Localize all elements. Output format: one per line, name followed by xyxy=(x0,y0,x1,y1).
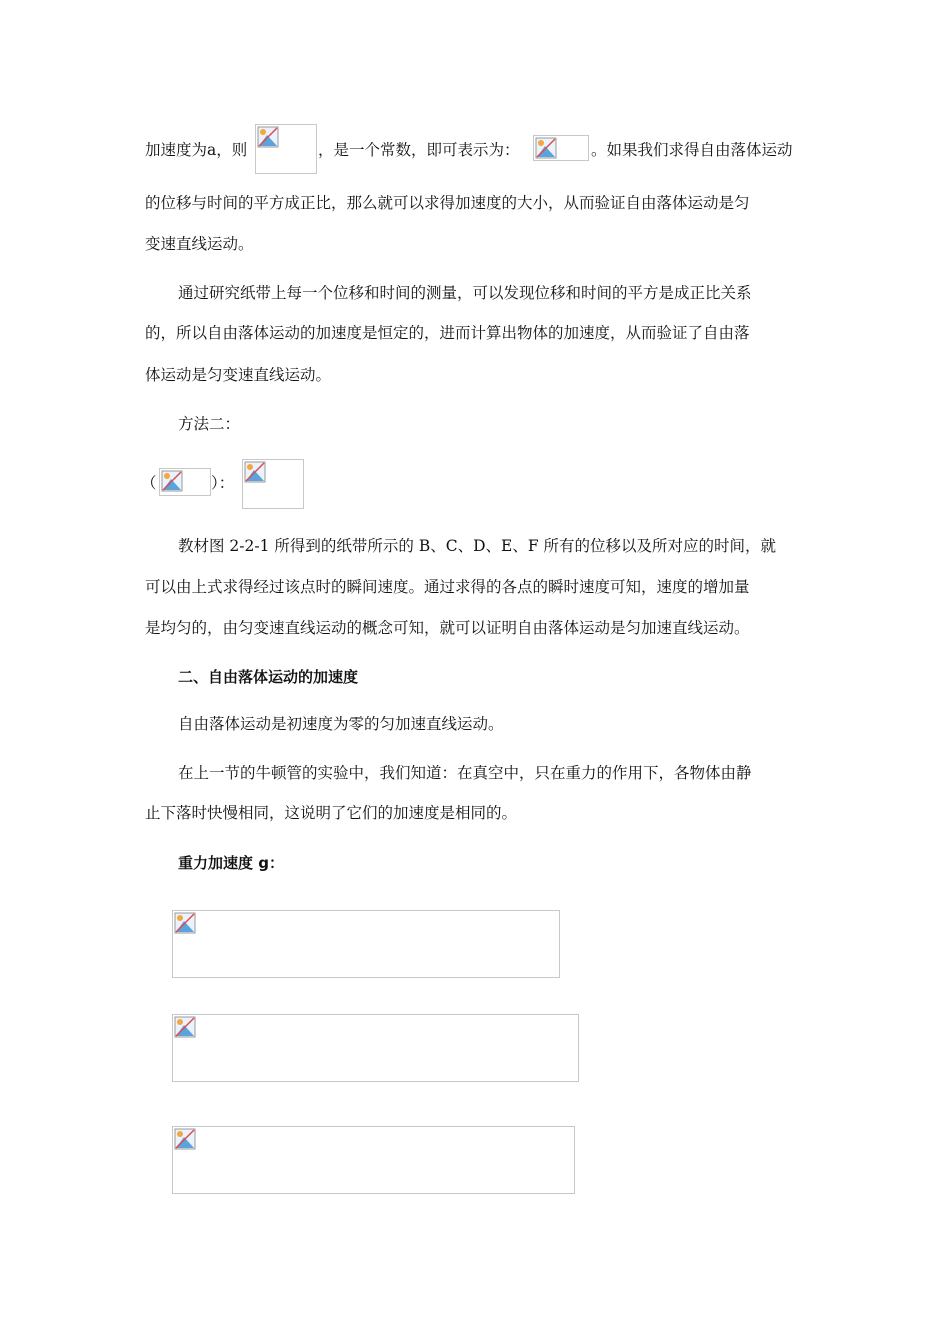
broken-image-icon xyxy=(257,126,279,148)
method2-label: 方法二： xyxy=(178,415,241,433)
broken-image-icon xyxy=(174,1016,196,1038)
broken-image-icon xyxy=(174,912,196,934)
para2-line3: 体运动是匀变速直线运动。 xyxy=(145,366,332,384)
para1-line2: 的位移与时间的平方成正比，那么就可以求得加速度的大小，从而验证自由落体运动是匀 xyxy=(145,194,750,212)
gravity-image-2 xyxy=(172,1014,579,1082)
para2-line1: 通过研究纸带上每一个位移和时间的测量，可以发现位移和时间的平方是成正比关系 xyxy=(178,284,752,302)
broken-image-icon xyxy=(161,470,183,492)
method2-line1: 教材图 2-2-1 所得到的纸带所示的 B、C、D、E、F 所有的位移以及所对应的时间，就 xyxy=(178,537,777,555)
para1-part2: ，是一个常数，即可表示为： xyxy=(318,141,520,159)
section2-p2-line2: 止下落时快慢相同，这说明了它们的加速度是相同的。 xyxy=(145,804,518,822)
formula-image-2 xyxy=(533,135,589,161)
gravity-image-3 xyxy=(172,1126,575,1194)
method2-open-paren: （ xyxy=(141,474,157,492)
formula-image-3 xyxy=(159,468,211,496)
gravity-heading: 重力加速度 g： xyxy=(178,854,284,872)
section2-p1: 自由落体运动是初速度为零的匀加速直线运动。 xyxy=(178,715,504,733)
para1-part1: 加速度为a，则 xyxy=(145,141,248,159)
method2-line3: 是均匀的，由匀变速直线运动的概念可知，就可以证明自由落体运动是匀加速直线运动。 xyxy=(145,619,750,637)
section2-heading: 二、自由落体运动的加速度 xyxy=(178,668,359,686)
formula-image-1 xyxy=(255,124,317,174)
section2-p2-line1: 在上一节的牛顿管的实验中，我们知道：在真空中，只在重力的作用下，各物体由静 xyxy=(178,764,752,782)
formula-image-4 xyxy=(242,459,304,509)
broken-image-icon xyxy=(174,1128,196,1150)
para1-line3: 变速直线运动。 xyxy=(145,235,254,253)
gravity-image-1 xyxy=(172,910,560,978)
broken-image-icon xyxy=(244,461,266,483)
para1-part3: 。如果我们求得自由落体运动 xyxy=(591,141,793,159)
broken-image-icon xyxy=(535,137,557,159)
para2-line2: 的，所以自由落体运动的加速度是恒定的，进而计算出物体的加速度，从而验证了自由落 xyxy=(145,324,750,342)
method2-line2: 可以由上式求得经过该点时的瞬间速度。通过求得的各点的瞬时速度可知，速度的增加量 xyxy=(145,578,750,596)
method2-close-paren: ）： xyxy=(211,474,235,492)
